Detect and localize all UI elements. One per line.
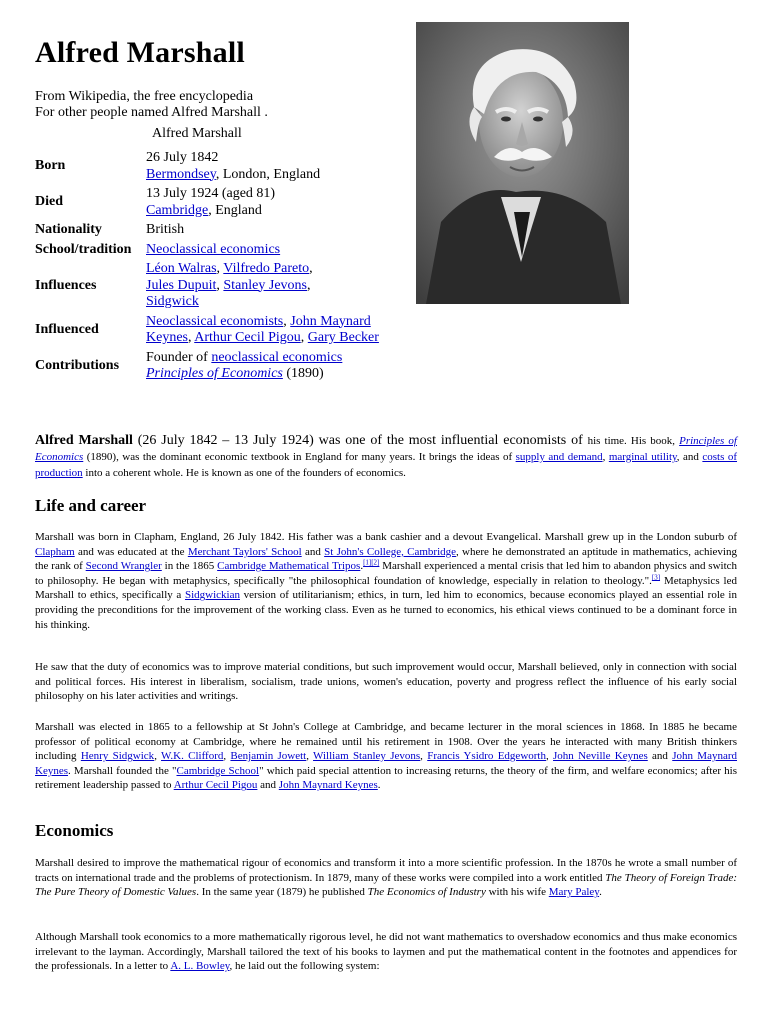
ref-1-2[interactable]: [1][2] xyxy=(363,558,380,567)
hatnote: For other people named Alfred Marshall . xyxy=(35,105,268,120)
p1-text-i: version of utilitarianism; ethics, in turn, led him to economics, because economics played an essential role in providing the preconditions for the improvement of the working class. Even as he turned to economics, his ethical views continued to be a dominant force in his thinking. xyxy=(35,589,737,631)
influenced-value: Neoclassical economists, John Maynard Keynes, Arthur Cecil Pigou, Gary Becker xyxy=(146,313,379,345)
link-al-bowley[interactable]: A. L. Bowley xyxy=(170,960,230,973)
link-sidgwickian[interactable]: Sidgwickian xyxy=(184,589,240,602)
p3-sep-2: , xyxy=(223,750,231,763)
p3-sep-6: and xyxy=(647,750,673,763)
link-second-wrangler[interactable]: Second Wrangler xyxy=(85,560,162,573)
lead-text-2: (1890), was the dominant economic textbook in England for many years. It brings the ideas of xyxy=(83,451,516,463)
infobox-row-born xyxy=(35,150,380,183)
p1-text-h: Metaphysics led Marshall to ethics, specifically a xyxy=(35,574,737,602)
link-benjamin-jowett[interactable]: Benjamin Jowett xyxy=(230,750,307,763)
link-leon-walras[interactable]: Léon Walras xyxy=(146,261,217,276)
link-principles-book[interactable]: Principles of Economics xyxy=(35,435,737,463)
contributions-value xyxy=(146,350,380,383)
link-neoclassical-economics[interactable]: Neoclassical economics xyxy=(146,241,281,257)
link-william-stanley-jevons[interactable]: William Stanley Jevons xyxy=(313,750,421,763)
p1-text-b: and was educated at the xyxy=(74,545,188,558)
link-neoclassical-economics-2[interactable]: neoclassical economics xyxy=(211,349,343,365)
p1-text-g: Marshall experienced a mental crisis that led him to abandon physics and switch to philosophy. He began with metaphysics, specifically "the philosophical foundation of knowledge, especially in relation to theology.". xyxy=(35,560,738,587)
paragraph-early-life xyxy=(35,530,737,632)
link-john-maynard-keynes[interactable]: John Maynard Keynes xyxy=(146,313,371,345)
link-mary-paley[interactable]: Mary Paley xyxy=(548,886,600,899)
contributions-label: Contributions xyxy=(35,357,120,373)
infobox-caption: Alfred Marshall xyxy=(152,126,242,141)
influenced-label: Influenced xyxy=(35,321,99,337)
infobox-row-contributions xyxy=(35,350,380,383)
p1-text-e: in the 1865 xyxy=(161,560,218,573)
lead-paragraph xyxy=(35,433,737,481)
link-arthur-cecil-pigou-2[interactable]: Arthur Cecil Pigou xyxy=(173,779,258,792)
influences-value: Léon Walras, Vilfredo Pareto, Jules Dupuit, Stanley Jevons, Sidgwick xyxy=(146,261,313,309)
p3-text-c: " which paid special attention to increasing returns, the theory of the firm, and welfare economics; after his retirement leadership passed to xyxy=(35,764,738,792)
infobox-row-died xyxy=(35,186,380,219)
infobox xyxy=(35,150,380,386)
p1-text-d: , where he demonstrated an aptitude in mathematics, achieving the rank of xyxy=(35,545,737,573)
p4-text-b: . In the same year (1879) he published xyxy=(196,886,368,899)
p3-text-a: Marshall was elected in 1865 to a fellowship at St John's College at Cambridge, and became lecturer in the moral sciences in 1868. In 1885 he became professor of political economy at Cambridge, where he remained until his retirement in 1908. Over the years he interacted with many British thinkers including xyxy=(35,721,737,763)
died-place-rest: , England xyxy=(208,202,262,218)
contrib-prefix: Founder of xyxy=(146,349,212,365)
infobox-row-influenced xyxy=(35,314,380,347)
lead-dates: (26 July 1842 – 13 July 1924) was one of the most influential economists of xyxy=(132,433,588,448)
p3-sep-4: , xyxy=(420,750,428,763)
page-title: Alfred Marshall xyxy=(35,36,245,69)
link-jules-dupuit[interactable]: Jules Dupuit xyxy=(146,277,217,293)
influences-label: Influences xyxy=(35,277,97,293)
infobox-row-school xyxy=(35,242,380,259)
link-supply-and-demand[interactable]: supply and demand xyxy=(515,451,603,463)
paragraph-mathematics-for-laymen xyxy=(35,930,737,974)
link-cambridge[interactable]: Cambridge xyxy=(146,202,209,218)
p5-text-b: , he laid out the following system: xyxy=(229,960,380,973)
p3-text-d: . xyxy=(377,779,381,792)
died-date: 13 July 1924 (aged 81) xyxy=(146,186,276,201)
died-value xyxy=(146,186,380,219)
link-costs-of-production[interactable]: costs of production xyxy=(35,451,738,479)
lead-text-3: into a coherent whole. He is known as one of the founders of economics. xyxy=(82,467,406,479)
link-neoclassical-economists[interactable]: Neoclassical economists xyxy=(146,313,284,329)
lead-name: Alfred Marshall xyxy=(35,433,133,448)
p5-text-a: Although Marshall took economics to a more mathematically rigorous level, he did not want mathematics to overshadow economics and thus make economics irrelevant to the layman. Accordingly, Marshall tailored the text of his books to laymen and put the mathematical content in the footnotes and appendices for the professionals. In a letter to xyxy=(35,931,737,973)
p3-sep-7: and xyxy=(257,779,279,792)
heading-economics: Economics xyxy=(35,821,114,840)
p4-text-c: with his wife xyxy=(485,886,549,899)
born-date: 26 July 1842 xyxy=(146,150,219,165)
link-john-maynard-keynes-2[interactable]: John Maynard Keynes xyxy=(35,750,738,777)
link-henry-sidgwick[interactable]: Henry Sidgwick xyxy=(80,750,155,763)
p1-text-c: and xyxy=(301,545,325,558)
p1-text-f: . xyxy=(360,560,364,573)
link-marginal-utility[interactable]: marginal utility xyxy=(608,451,677,463)
paragraph-duty-of-economics: He saw that the duty of economics was to improve material conditions, but such improvement would occur, Marshall believed, only in connection with social and political forces. His interest in liberalism, socialism, trade unions, women's education, poverty and progress reflect the influence of his early social philosophy on his later activities and writings. xyxy=(35,661,737,703)
paragraph-career xyxy=(35,720,737,793)
born-value xyxy=(146,150,380,183)
link-gary-becker[interactable]: Gary Becker xyxy=(307,330,379,345)
school-label: School/tradition xyxy=(35,241,132,257)
link-wk-clifford[interactable]: W.K. Clifford xyxy=(161,750,224,763)
lead-sep-2: , and xyxy=(676,451,703,463)
ref-3[interactable]: [3] xyxy=(651,573,661,582)
lead-sep-1: , xyxy=(602,451,609,463)
portrait-photo xyxy=(416,22,629,304)
subtitle-source: From Wikipedia, the free encyclopedia xyxy=(35,89,254,104)
link-st-johns-college[interactable]: St John's College, Cambridge xyxy=(324,545,457,558)
lead-text-1: his time. His book, xyxy=(587,435,680,447)
p4-text-a: Marshall desired to improve the mathematical rigour of economics and transform it into a more scientific profession. In the 1870s he wrote a small number of tracts on international trade and the problems of protectionism. In 1879, many of these works were compiled into a work entitled xyxy=(35,857,737,884)
paragraph-mathematical-rigour xyxy=(35,856,737,900)
born-place-rest: , London, England xyxy=(215,166,321,182)
infobox-row-nationality xyxy=(35,222,380,239)
p1-text-a: Marshall was born in Clapham, England, 26 July 1842. His father was a bank cashier and a devout Evangelical. Marshall grew up in the London suburb of xyxy=(35,531,737,543)
link-merchant-taylors-school[interactable]: Merchant Taylors' School xyxy=(187,545,302,558)
born-label: Born xyxy=(35,158,66,174)
p3-sep-1: , xyxy=(154,750,162,763)
heading-life-and-career: Life and career xyxy=(35,496,147,515)
link-cambridge-tripos[interactable]: Cambridge Mathematical Tripos xyxy=(217,560,361,573)
nationality-label: Nationality xyxy=(35,222,102,237)
link-principles-of-economics[interactable]: Principles of Economics xyxy=(146,366,283,381)
school-value xyxy=(146,242,380,259)
link-sidgwick[interactable]: Sidgwick xyxy=(146,294,199,309)
link-john-maynard-keynes-3[interactable]: John Maynard Keynes xyxy=(278,779,378,792)
link-vilfredo-pareto[interactable]: Vilfredo Pareto xyxy=(223,261,310,276)
p4-text-d: . xyxy=(599,886,602,899)
link-john-neville-keynes[interactable]: John Neville Keynes xyxy=(553,750,648,763)
link-francis-ysidro-edgeworth[interactable]: Francis Ysidro Edgeworth xyxy=(427,750,546,763)
nationality-value: British xyxy=(146,222,185,237)
book-economics-of-industry: The Economics of Industry xyxy=(367,886,486,899)
contrib-year: (1890) xyxy=(282,366,324,381)
link-arthur-cecil-pigou[interactable]: Arthur Cecil Pigou xyxy=(194,330,301,345)
link-clapham[interactable]: Clapham xyxy=(35,545,75,558)
p3-sep-5: , xyxy=(545,750,554,763)
book-theory-of-foreign-trade: The Theory of Foreign Trade: The Pure Theory of Domestic Values xyxy=(35,871,737,899)
infobox-row-influences xyxy=(35,261,380,311)
p3-text-b: . Marshall founded the " xyxy=(68,764,177,777)
link-stanley-jevons[interactable]: Stanley Jevons xyxy=(223,277,307,293)
link-cambridge-school[interactable]: Cambridge School xyxy=(176,764,260,777)
p3-sep-3: , xyxy=(306,750,314,763)
died-label: Died xyxy=(35,194,63,210)
link-bermondsey[interactable]: Bermondsey xyxy=(146,166,216,182)
